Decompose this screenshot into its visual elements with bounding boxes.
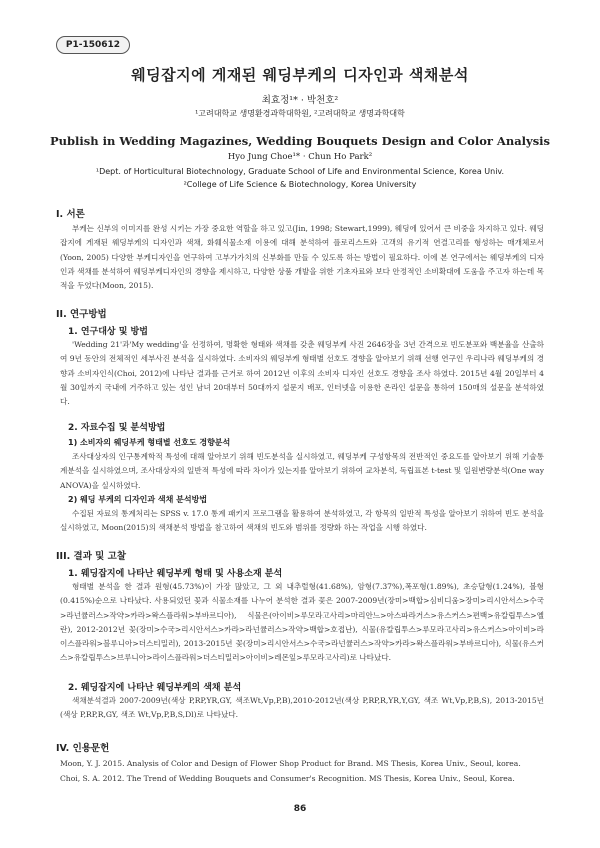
poster-id-badge: P1-150612 [56,36,130,54]
method-subheading-2-2: 2) 웨딩 부케의 디자인과 색채 분석방법 [68,495,208,504]
english-authors: Hyo Jung Choe¹* · Chun Ho Park² [227,152,373,162]
english-affiliation-1: ¹Dept. of Horticultural Biotechnology, Graduate School of Life and Environmental Science, Korea Univ. [95,167,505,176]
result-heading: III. 결과 및 고찰 [56,551,127,562]
english-title: Publish in Wedding Magazines, Wedding Bouquets Design and Color Analysis [49,134,551,148]
method-paragraph-2: 조사대상자의 인구통계학적 특성에 대해 알아보기 위해 빈도분석을 실시하였고, 웨딩부케 구성항목의 전반적인 중요도를 알아보기 위해 기술통계분석을 실시하였으며, 조사대상자의 일반적 특성에 따라 차이가 있는지를 알아보기 위하여 교차분석, 독립표본 t-test 및 일원변량분석(One way ANOVA)을 실시하였다. [60,452,544,490]
reference-item: Moon, Y. J. 2015. Analysis of Color and Design of Flower Shop Product for Brand. MS Thesis, Korea Univ., Seoul, korea. [60,759,521,768]
method-subheading-2-1: 1) 소비자의 웨딩부케 형태별 선호도 경향분석 [68,438,231,447]
references-heading: IV. 인용문헌 [56,743,110,754]
page-number: 86 [293,804,307,814]
method-paragraph-1: 'Wedding 21'과'My wedding'을 선정하여, 명확한 형태와 색채를 갖춘 웨딩부케 사진 2646장을 3년 간격으로 빈도분포와 백분율을 산출하여 9년 동안의 전체적인 세부사진 분석을 실시하였다. 소비자의 웨딩부케 형태별 선호도 경향을 알아보기 위해 선행 연구인 우리나라 웨딩부케의 경향과 소비자인식(Choi, 2012)에 나타난 결과를 근거로 하여 2012년 이후의 소비자 디자인 선호도 경향을 조사 하였다. 2015년 4월 20일부터 4월 30일까지 국내에 거주하고 있는 성인 남녀 20대부터 50대까지 설문지 배포, 인터넷을 이용한 온라인 설문을 통하여 150매의 설문을 분석하였다. [60,340,544,407]
result-subheading-2: 2. 웨딩잡지에 나타난 웨딩부케의 색채 분석 [68,683,242,693]
method-heading: II. 연구방법 [56,309,107,320]
result-paragraph-1: 형태별 분석을 한 결과 원형(45.73%)이 가장 많았고, 그 외 내추럴형(41.68%), 암형(7.37%),폭포형(1.89%), 초승달형(1.24%), 볼형(0.415%)순으로 나타났다. 사용되었던 꽃과 식물소재를 나누어 분석한 결과 꽃은 2007-2009년(장미>백합>심비디움>장미>리시안서스>수국>라넌큘러스>작약>카라>왁스플라워>부바르디아), 식물은(아이비>루모라고사리>마리안느>아스파라거스>유스커스>편백>유칼립투스>옐란), 2012-2012년 꽃(장미>수국>리시안서스>카라>라넌큘러스>작약>백합>호접난), 식물(유칼립투스>루모라고사리>유스커스>아이비>라이스플라워>블루니아>더스티밀러), 2013-2015년 꽃(장미>리시안서스>수국>라넌큘러스>작약>카라>왁스플라워>부바르디아), 식물(유스커스>유칼립투스>브루니아>라이스플라워>더스티밀러>아이비>레몬잎>루모라고사리)로 나타났다. [60,582,544,663]
reference-item: Choi, S. A. 2012. The Trend of Wedding Bouquets and Consumer's Recognition. MS Thesis, Korea Univ., Seoul, Korea. [60,774,515,783]
result-subheading-1: 1. 웨딩잡지에 나타난 웨딩부케 형태 및 사용소재 분석 [68,569,283,579]
method-subheading-1: 1. 연구대상 및 방법 [68,327,148,337]
intro-heading: I. 서론 [56,209,85,220]
english-affiliation-2: ²College of Life Science & Biotechnology, Korea University [183,180,417,189]
method-subheading-2: 2. 자료수집 및 분석방법 [68,423,166,433]
references-list [60,756,544,786]
korean-affiliation: ¹고려대학교 생명환경과학대학원, ²고려대학교 생명과학대학 [195,109,405,118]
method-paragraph-3: 수집된 자료의 통계처리는 SPSS v. 17.0 통계 패키지 프로그램을 활용하여 분석하였고, 각 항목의 일반적 특성을 알아보기 위하여 빈도 분석을 실시하였고, Moon(2015)의 색채분석 방법을 참고하여 색채의 빈도와 범위를 정량화 하는 작업을 시행 하였다. [60,509,544,533]
korean-title: 웨딩잡지에 게재된 웨딩부케의 디자인과 색채분석 [131,66,469,84]
intro-paragraph: 부케는 신부의 이미지를 완성 시키는 가장 중요한 역할을 하고 있고(Jin, 1998; Stewart,1999), 웨딩에 있어서 큰 비중을 차지하고 있다. 웨딩잡지에 게재된 웨딩부케의 디자인과 색채, 화훼식물소재 이용에 대해 분석하여 플로리스트와 고객의 유기적 연결고리를 형성하는 매개체로서(Yoon, 2005) 다양한 부케디자인을 연구하여 고부가가치의 신부화를 만들 수 있도록 하는 방법이 필요하다. 이에 본 연구에서는 웨딩부케의 디자인과 색채를 분석하여 웨딩부케디자인의 경향을 제시하고, 다양한 상품 개발을 위한 기초자료와 보다 안정적인 소비확대에 도움을 주고자 하는데 목적을 두었다(Moon, 2015). [60,224,544,291]
result-paragraph-2: 색채분석결과 2007-2009년(색상 P,RP,YR,GY, 색조Wt,Vp,P,B),2010-2012년(색상 P,RP,R,YR,Y,GY, 색조 Wt,Vp,P,B,S), 2013-2015년(색상 P,RP,R,GY, 색조 Wt,Vp,P,B,S,Dl)로 나타났다. [60,696,544,720]
korean-authors: 최효정¹* · 박천호² [261,95,339,106]
